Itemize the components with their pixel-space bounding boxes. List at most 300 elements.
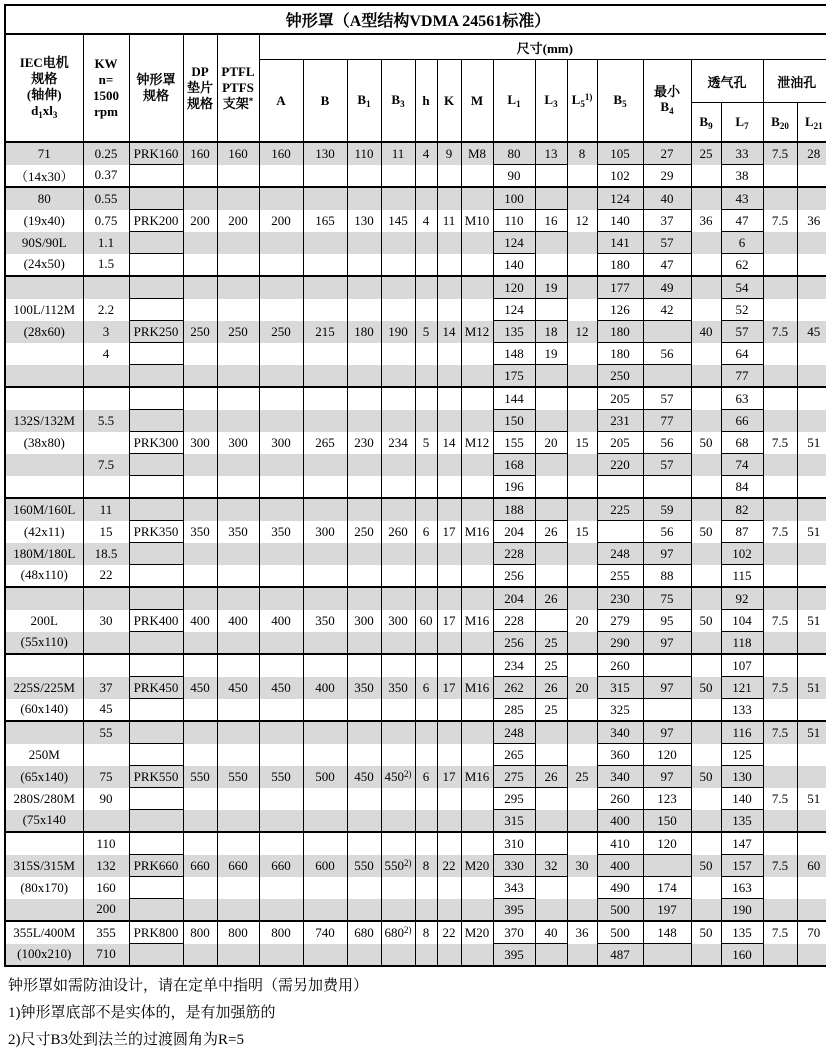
cell-prk: PRK550 bbox=[129, 766, 183, 788]
cell-b4 bbox=[643, 321, 691, 343]
cell-l5: 15 bbox=[567, 432, 597, 454]
cell-b9 bbox=[691, 343, 721, 365]
cell-iec: (24x50) bbox=[5, 254, 83, 277]
cell-b bbox=[303, 232, 347, 254]
footnote: 1)钟形罩底部不是实体的，是有加强筋的 bbox=[8, 1005, 276, 1021]
cell-b20 bbox=[763, 543, 797, 565]
cell-ptfl bbox=[217, 654, 259, 677]
cell-l1: 204 bbox=[493, 587, 535, 610]
header-col-L7: $L_7$ bbox=[721, 103, 763, 143]
cell-l1: 80 bbox=[493, 142, 535, 165]
cell-b bbox=[303, 565, 347, 588]
cell-b bbox=[303, 299, 347, 321]
table-row bbox=[5, 498, 826, 521]
cell-a: 400 bbox=[259, 610, 303, 632]
cell-l5 bbox=[567, 365, 597, 388]
cell-b5: 205 bbox=[597, 387, 643, 410]
cell-b5: 500 bbox=[597, 921, 643, 944]
table-row bbox=[5, 899, 826, 922]
cell-dp bbox=[183, 699, 217, 722]
cell-iec: (75x140 bbox=[5, 810, 83, 833]
cell-b9 bbox=[691, 721, 721, 744]
cell-m bbox=[461, 254, 493, 277]
cell-m: M16 bbox=[461, 766, 493, 788]
cell-l21 bbox=[797, 299, 826, 321]
cell-k: 17 bbox=[437, 610, 461, 632]
cell-b3 bbox=[381, 343, 415, 365]
cell-b4: 120 bbox=[643, 744, 691, 766]
cell-ptfl bbox=[217, 832, 259, 855]
cell-b20: 7.5 bbox=[763, 210, 797, 232]
cell-iec bbox=[5, 276, 83, 299]
cell-b20 bbox=[763, 454, 797, 476]
cell-k bbox=[437, 565, 461, 588]
cell-m bbox=[461, 232, 493, 254]
cell-b1 bbox=[347, 877, 381, 899]
cell-m: M16 bbox=[461, 610, 493, 632]
cell-l3 bbox=[535, 832, 567, 855]
cell-l5 bbox=[567, 232, 597, 254]
cell-b5: 325 bbox=[597, 699, 643, 722]
cell-k: 17 bbox=[437, 677, 461, 699]
cell-dp bbox=[183, 744, 217, 766]
cell-l3: 26 bbox=[535, 521, 567, 543]
cell-iec: (80x170) bbox=[5, 877, 83, 899]
cell-l21 bbox=[797, 699, 826, 722]
cell-b bbox=[303, 276, 347, 299]
cell-b1 bbox=[347, 788, 381, 810]
cell-l21: 51 bbox=[797, 788, 826, 810]
cell-kw: 110 bbox=[83, 832, 129, 855]
cell-b9 bbox=[691, 276, 721, 299]
cell-ptfl bbox=[217, 899, 259, 922]
cell-h bbox=[415, 543, 437, 565]
cell-kw: 7.5 bbox=[83, 454, 129, 476]
cell-prk: PRK400 bbox=[129, 610, 183, 632]
cell-b1 bbox=[347, 543, 381, 565]
header-vent-hole: 透气孔 bbox=[691, 60, 763, 103]
cell-ptfl bbox=[217, 387, 259, 410]
cell-l3 bbox=[535, 232, 567, 254]
cell-a: 450 bbox=[259, 677, 303, 699]
cell-b5: 315 bbox=[597, 677, 643, 699]
cell-b20 bbox=[763, 254, 797, 277]
table-row bbox=[5, 832, 826, 855]
cell-l7: 52 bbox=[721, 299, 763, 321]
table-header bbox=[5, 5, 826, 142]
cell-ptfl: 160 bbox=[217, 142, 259, 165]
cell-b3 bbox=[381, 944, 415, 967]
cell-dp bbox=[183, 944, 217, 967]
cell-l3: 16 bbox=[535, 210, 567, 232]
cell-b1: 300 bbox=[347, 610, 381, 632]
cell-b9 bbox=[691, 299, 721, 321]
cell-a: 800 bbox=[259, 921, 303, 944]
cell-b bbox=[303, 654, 347, 677]
cell-l1: 265 bbox=[493, 744, 535, 766]
cell-prk: PRK300 bbox=[129, 432, 183, 454]
cell-b5: 230 bbox=[597, 587, 643, 610]
cell-b3: 300 bbox=[381, 610, 415, 632]
cell-b1: 180 bbox=[347, 321, 381, 343]
cell-dp bbox=[183, 654, 217, 677]
cell-m bbox=[461, 587, 493, 610]
cell-k bbox=[437, 654, 461, 677]
cell-l1: 148 bbox=[493, 343, 535, 365]
cell-m bbox=[461, 543, 493, 565]
cell-l3 bbox=[535, 454, 567, 476]
cell-prk: PRK660 bbox=[129, 855, 183, 877]
cell-prk bbox=[129, 699, 183, 722]
cell-k bbox=[437, 165, 461, 188]
cell-b9: 50 bbox=[691, 766, 721, 788]
cell-b4: 56 bbox=[643, 343, 691, 365]
cell-m bbox=[461, 476, 493, 499]
cell-l3: 25 bbox=[535, 699, 567, 722]
cell-h bbox=[415, 498, 437, 521]
cell-b3 bbox=[381, 165, 415, 188]
cell-b4 bbox=[643, 365, 691, 388]
cell-dp bbox=[183, 476, 217, 499]
cell-k: 14 bbox=[437, 432, 461, 454]
cell-b bbox=[303, 165, 347, 188]
cell-kw: 1.1 bbox=[83, 232, 129, 254]
cell-l1: 295 bbox=[493, 788, 535, 810]
cell-b4 bbox=[643, 654, 691, 677]
cell-l7: 147 bbox=[721, 832, 763, 855]
cell-dp bbox=[183, 899, 217, 922]
cell-a bbox=[259, 788, 303, 810]
cell-h bbox=[415, 454, 437, 476]
cell-b20 bbox=[763, 899, 797, 922]
cell-b3: 260 bbox=[381, 521, 415, 543]
cell-l7: 54 bbox=[721, 276, 763, 299]
cell-m: M16 bbox=[461, 521, 493, 543]
cell-l1: 370 bbox=[493, 921, 535, 944]
cell-b3 bbox=[381, 587, 415, 610]
cell-l5 bbox=[567, 276, 597, 299]
cell-h bbox=[415, 654, 437, 677]
cell-b9 bbox=[691, 187, 721, 210]
cell-kw: 75 bbox=[83, 766, 129, 788]
cell-l5 bbox=[567, 410, 597, 432]
cell-dp bbox=[183, 788, 217, 810]
cell-b3: 234 bbox=[381, 432, 415, 454]
cell-b3 bbox=[381, 365, 415, 388]
cell-b9: 50 bbox=[691, 521, 721, 543]
cell-b3 bbox=[381, 187, 415, 210]
cell-ptfl bbox=[217, 276, 259, 299]
cell-l3 bbox=[535, 543, 567, 565]
cell-a bbox=[259, 744, 303, 766]
cell-iec: 280S/280M bbox=[5, 788, 83, 810]
cell-b5: 205 bbox=[597, 432, 643, 454]
cell-a: 250 bbox=[259, 321, 303, 343]
cell-h bbox=[415, 410, 437, 432]
table-row bbox=[5, 210, 826, 232]
cell-b4: 42 bbox=[643, 299, 691, 321]
cell-kw: 0.55 bbox=[83, 187, 129, 210]
cell-h bbox=[415, 810, 437, 833]
cell-a bbox=[259, 899, 303, 922]
cell-l1: 144 bbox=[493, 387, 535, 410]
table-row bbox=[5, 766, 826, 788]
cell-l21 bbox=[797, 587, 826, 610]
cell-h bbox=[415, 832, 437, 855]
table-row bbox=[5, 232, 826, 254]
table-row bbox=[5, 521, 826, 543]
cell-b5: 500 bbox=[597, 899, 643, 922]
cell-b: 300 bbox=[303, 521, 347, 543]
cell-iec: 225S/225M bbox=[5, 677, 83, 699]
cell-b1 bbox=[347, 744, 381, 766]
cell-b3 bbox=[381, 476, 415, 499]
cell-l3 bbox=[535, 254, 567, 277]
table-row bbox=[5, 142, 826, 165]
cell-b1 bbox=[347, 365, 381, 388]
cell-dp: 300 bbox=[183, 432, 217, 454]
cell-b20 bbox=[763, 832, 797, 855]
cell-l7: 104 bbox=[721, 610, 763, 632]
cell-iec: 80 bbox=[5, 187, 83, 210]
table-row bbox=[5, 810, 826, 833]
cell-dp: 800 bbox=[183, 921, 217, 944]
cell-ptfl bbox=[217, 632, 259, 655]
cell-b3: 145 bbox=[381, 210, 415, 232]
table-row bbox=[5, 587, 826, 610]
cell-b1 bbox=[347, 944, 381, 967]
cell-ptfl bbox=[217, 565, 259, 588]
cell-l7: 115 bbox=[721, 565, 763, 588]
table-row bbox=[5, 788, 826, 810]
cell-l5: 20 bbox=[567, 677, 597, 699]
title-row bbox=[5, 5, 826, 34]
table-row bbox=[5, 944, 826, 967]
cell-b4: 97 bbox=[643, 632, 691, 655]
cell-h bbox=[415, 276, 437, 299]
cell-l7: 66 bbox=[721, 410, 763, 432]
cell-prk bbox=[129, 276, 183, 299]
cell-b9: 50 bbox=[691, 921, 721, 944]
cell-l5 bbox=[567, 654, 597, 677]
cell-iec bbox=[5, 587, 83, 610]
cell-l3 bbox=[535, 877, 567, 899]
cell-l7: 63 bbox=[721, 387, 763, 410]
footnotes bbox=[8, 973, 823, 1054]
cell-iec: 180M/180L bbox=[5, 543, 83, 565]
cell-l3 bbox=[535, 721, 567, 744]
cell-ptfl bbox=[217, 299, 259, 321]
header-col-B1: $B_1$ bbox=[347, 60, 381, 143]
cell-l5: 8 bbox=[567, 142, 597, 165]
cell-b1 bbox=[347, 810, 381, 833]
cell-b4: 29 bbox=[643, 165, 691, 188]
cell-a bbox=[259, 410, 303, 432]
cell-kw: 11 bbox=[83, 498, 129, 521]
cell-b bbox=[303, 587, 347, 610]
cell-l21: 51 bbox=[797, 432, 826, 454]
footnote: 钟形罩如需防油设计，请在定单中指明（需另加费用） bbox=[8, 978, 369, 994]
table-row bbox=[5, 654, 826, 677]
cell-prk bbox=[129, 232, 183, 254]
cell-b5: 340 bbox=[597, 766, 643, 788]
cell-l5: 25 bbox=[567, 766, 597, 788]
cell-b3 bbox=[381, 721, 415, 744]
cell-l1: 155 bbox=[493, 432, 535, 454]
cell-b20 bbox=[763, 299, 797, 321]
cell-ptfl: 200 bbox=[217, 210, 259, 232]
cell-b1 bbox=[347, 343, 381, 365]
cell-b4: 57 bbox=[643, 232, 691, 254]
cell-h bbox=[415, 587, 437, 610]
table-row bbox=[5, 699, 826, 722]
header-col-B4-min: 最小 $B_4$ bbox=[643, 60, 691, 143]
cell-m bbox=[461, 699, 493, 722]
cell-b3 bbox=[381, 744, 415, 766]
cell-l3: 26 bbox=[535, 766, 567, 788]
cell-b bbox=[303, 187, 347, 210]
cell-h bbox=[415, 632, 437, 655]
cell-h bbox=[415, 721, 437, 744]
cell-l1: 110 bbox=[493, 210, 535, 232]
cell-b bbox=[303, 721, 347, 744]
cell-b9 bbox=[691, 810, 721, 833]
cell-dp bbox=[183, 276, 217, 299]
cell-l3: 40 bbox=[535, 921, 567, 944]
cell-b4 bbox=[643, 944, 691, 967]
cell-b1 bbox=[347, 832, 381, 855]
cell-b1 bbox=[347, 165, 381, 188]
header-col-L5: $L_5^{1)}$ bbox=[567, 60, 597, 143]
cell-b1: 450 bbox=[347, 766, 381, 788]
cell-a: 160 bbox=[259, 142, 303, 165]
cell-iec: (55x110) bbox=[5, 632, 83, 655]
cell-l5 bbox=[567, 543, 597, 565]
cell-prk: PRK350 bbox=[129, 521, 183, 543]
table-row bbox=[5, 187, 826, 210]
cell-b20 bbox=[763, 654, 797, 677]
cell-a bbox=[259, 654, 303, 677]
cell-kw: 355 bbox=[83, 921, 129, 944]
cell-ptfl bbox=[217, 454, 259, 476]
cell-b4: 27 bbox=[643, 142, 691, 165]
table-row bbox=[5, 565, 826, 588]
cell-l3 bbox=[535, 410, 567, 432]
cell-m bbox=[461, 810, 493, 833]
cell-b9 bbox=[691, 832, 721, 855]
cell-l3: 13 bbox=[535, 142, 567, 165]
cell-b4: 47 bbox=[643, 254, 691, 277]
cell-l5 bbox=[567, 454, 597, 476]
cell-l7: 157 bbox=[721, 855, 763, 877]
cell-kw: 90 bbox=[83, 788, 129, 810]
cell-h: 6 bbox=[415, 677, 437, 699]
table-body bbox=[5, 142, 826, 966]
cell-iec bbox=[5, 721, 83, 744]
cell-ptfl bbox=[217, 788, 259, 810]
cell-l5 bbox=[567, 187, 597, 210]
cell-l7: 160 bbox=[721, 944, 763, 967]
cell-l5: 12 bbox=[567, 321, 597, 343]
cell-b20: 7.5 bbox=[763, 610, 797, 632]
cell-iec bbox=[5, 899, 83, 922]
table-row bbox=[5, 165, 826, 188]
cell-b3 bbox=[381, 654, 415, 677]
cell-b9 bbox=[691, 944, 721, 967]
cell-l7: 38 bbox=[721, 165, 763, 188]
cell-h bbox=[415, 877, 437, 899]
cell-b1: 550 bbox=[347, 855, 381, 877]
cell-b3: 190 bbox=[381, 321, 415, 343]
cell-a bbox=[259, 365, 303, 388]
cell-l3 bbox=[535, 899, 567, 922]
cell-a bbox=[259, 810, 303, 833]
cell-l1: 343 bbox=[493, 877, 535, 899]
cell-b5: 248 bbox=[597, 543, 643, 565]
cell-b5: 105 bbox=[597, 142, 643, 165]
cell-l21 bbox=[797, 365, 826, 388]
cell-l5: 12 bbox=[567, 210, 597, 232]
cell-prk bbox=[129, 498, 183, 521]
table-row bbox=[5, 343, 826, 365]
cell-b bbox=[303, 365, 347, 388]
header-row-1 bbox=[5, 34, 826, 60]
cell-prk bbox=[129, 476, 183, 499]
cell-a bbox=[259, 632, 303, 655]
cell-b1: 130 bbox=[347, 210, 381, 232]
cell-b bbox=[303, 454, 347, 476]
cell-b5: 180 bbox=[597, 254, 643, 277]
cell-b bbox=[303, 877, 347, 899]
bell-housing-spec-table bbox=[4, 4, 826, 967]
cell-m bbox=[461, 832, 493, 855]
cell-iec: 90S/90L bbox=[5, 232, 83, 254]
cell-b20: 7.5 bbox=[763, 432, 797, 454]
cell-l5 bbox=[567, 254, 597, 277]
table-row bbox=[5, 387, 826, 410]
cell-b5: 290 bbox=[597, 632, 643, 655]
cell-b bbox=[303, 476, 347, 499]
table-row bbox=[5, 321, 826, 343]
cell-ptfl bbox=[217, 410, 259, 432]
header-col-B5: $B_5$ bbox=[597, 60, 643, 143]
cell-l21 bbox=[797, 944, 826, 967]
cell-iec: (42x11) bbox=[5, 521, 83, 543]
cell-l21 bbox=[797, 766, 826, 788]
cell-b9: 50 bbox=[691, 432, 721, 454]
cell-b20 bbox=[763, 343, 797, 365]
cell-kw: 160 bbox=[83, 877, 129, 899]
cell-prk bbox=[129, 254, 183, 277]
cell-b4: 59 bbox=[643, 498, 691, 521]
cell-ptfl: 450 bbox=[217, 677, 259, 699]
cell-iec: 315S/315M bbox=[5, 855, 83, 877]
cell-l1: 262 bbox=[493, 677, 535, 699]
cell-b9 bbox=[691, 788, 721, 810]
cell-k bbox=[437, 410, 461, 432]
cell-b bbox=[303, 498, 347, 521]
cell-b bbox=[303, 832, 347, 855]
cell-dp: 200 bbox=[183, 210, 217, 232]
cell-b4: 197 bbox=[643, 899, 691, 922]
cell-h bbox=[415, 699, 437, 722]
cell-iec: 132S/132M bbox=[5, 410, 83, 432]
cell-iec: 100L/112M bbox=[5, 299, 83, 321]
cell-l5: 20 bbox=[567, 610, 597, 632]
cell-ptfl bbox=[217, 721, 259, 744]
cell-prk bbox=[129, 365, 183, 388]
cell-b3 bbox=[381, 232, 415, 254]
